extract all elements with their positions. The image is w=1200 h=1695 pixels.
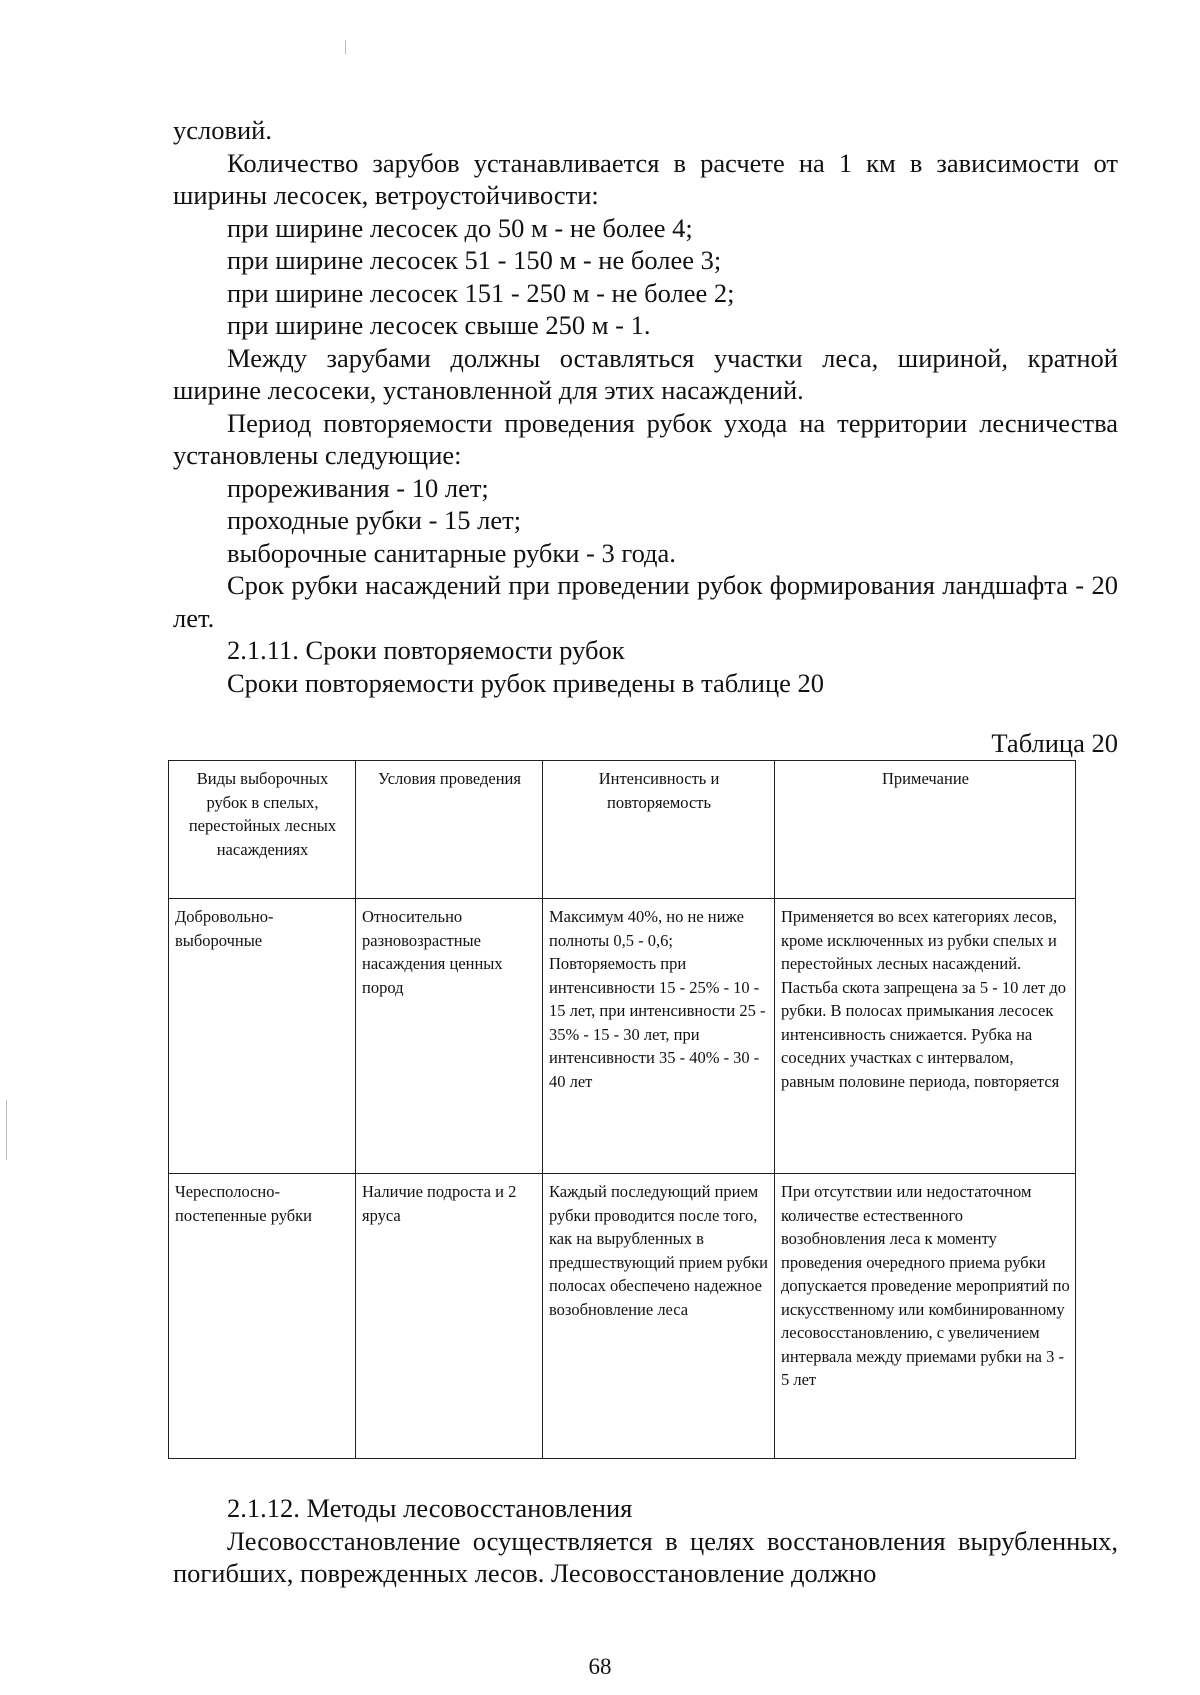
paragraph: при ширине лесосек 151 - 250 м - не более 2;: [227, 277, 735, 308]
paragraph: при ширине лесосек до 50 м - не более 4;: [227, 212, 693, 243]
section-heading: 2.1.12. Методы лесовосстановления: [227, 1493, 633, 1523]
table-cell: Чересполосно-постепенные рубки: [169, 1174, 356, 1459]
paragraph: Между зарубами должны оставляться участки леса, шириной, кратной ширине лесосеки, установленной для этих насаждений.: [173, 342, 1118, 405]
section-heading: 2.1.11. Сроки повторяемости рубок: [227, 635, 625, 665]
table-cell: Применяется во всех категориях лесов, кроме исключенных из рубки спелых и перестойных лесных насаждений. Пастьба скота запрещена за 5 - 10 лет до рубки. В полосах примыкания лесосек интенсивность снижается. Рубка на соседних участках с интервалом, равным половине периода, повторяется: [775, 899, 1076, 1174]
repetition-table: [168, 760, 1076, 1459]
table-row: [169, 1174, 1076, 1459]
paragraph: Количество зарубов устанавливается в расчете на 1 км в зависимости от ширины лесосек, ветроустойчивости:: [173, 147, 1118, 210]
paragraph: проходные рубки - 15 лет;: [227, 505, 522, 535]
table-cell: При отсутствии или недостаточном количестве естественного возобновления леса к моменту проведения очередного приема рубки допускается проведение мероприятий по искусственному или комбинированному лесовосстановлению, с увеличением интервала между приемами рубки на 3 - 5 лет: [775, 1174, 1076, 1459]
body-text-bottom: [173, 1492, 1118, 1590]
table-cell: Максимум 40%, но не ниже полноты 0,5 - 0,6; Повторяемость при интенсивности 15 - 25% - 10 - 15 лет, при интенсивности 25 - 35% - 15 - 30 лет, при интенсивности 35 - 40% - 30 - 40 лет: [543, 899, 775, 1174]
table-header-cell: Условия проведения: [356, 761, 543, 899]
paragraph: Сроки повторяемости рубок приведены в таблице 20: [227, 667, 825, 698]
paragraph: при ширине лесосек 51 - 150 м - не более 3;: [227, 245, 722, 275]
paragraph: Срок рубки насаждений при проведении рубок формирования ландшафта - 20 лет.: [173, 570, 1118, 633]
paragraph: Лесовосстановление осуществляется в целях восстановления вырубленных, погибших, поврежденных лесов. Лесовосстановление должно: [173, 1525, 1118, 1588]
table-caption: Таблица 20: [991, 728, 1118, 758]
table-header-cell: Примечание: [775, 761, 1076, 899]
table-row: [169, 899, 1076, 1174]
paragraph: выборочные санитарные рубки - 3 года.: [227, 537, 676, 568]
table-header-row: [169, 761, 1076, 899]
table-cell: Добровольно-выборочные: [169, 899, 356, 1174]
table-cell: Наличие подроста и 2 яруса: [356, 1174, 543, 1459]
table-header-cell: Интенсивность и повторяемость: [543, 761, 775, 899]
paragraph: Период повторяемости проведения рубок ухода на территории лесничества установлены следующие:: [173, 407, 1118, 470]
page-number: 68: [588, 1654, 612, 1679]
body-text-top: [173, 114, 1118, 699]
paragraph: прореживания - 10 лет;: [227, 472, 489, 503]
table-cell: Каждый последующий прием рубки проводится после того, как на вырубленных в предшествующий прием рубки полосах обеспечено надежное возобновление леса: [543, 1174, 775, 1459]
table-cell: Относительно разновозрастные насаждения ценных пород: [356, 899, 543, 1174]
scan-mark: [6, 1100, 7, 1160]
table-header-cell: Виды выборочных рубок в спелых, перестойных лесных насаждениях: [169, 761, 356, 899]
paragraph: при ширине лесосек свыше 250 м - 1.: [227, 310, 651, 340]
paragraph: условий.: [173, 115, 272, 145]
scan-mark: [345, 40, 346, 54]
